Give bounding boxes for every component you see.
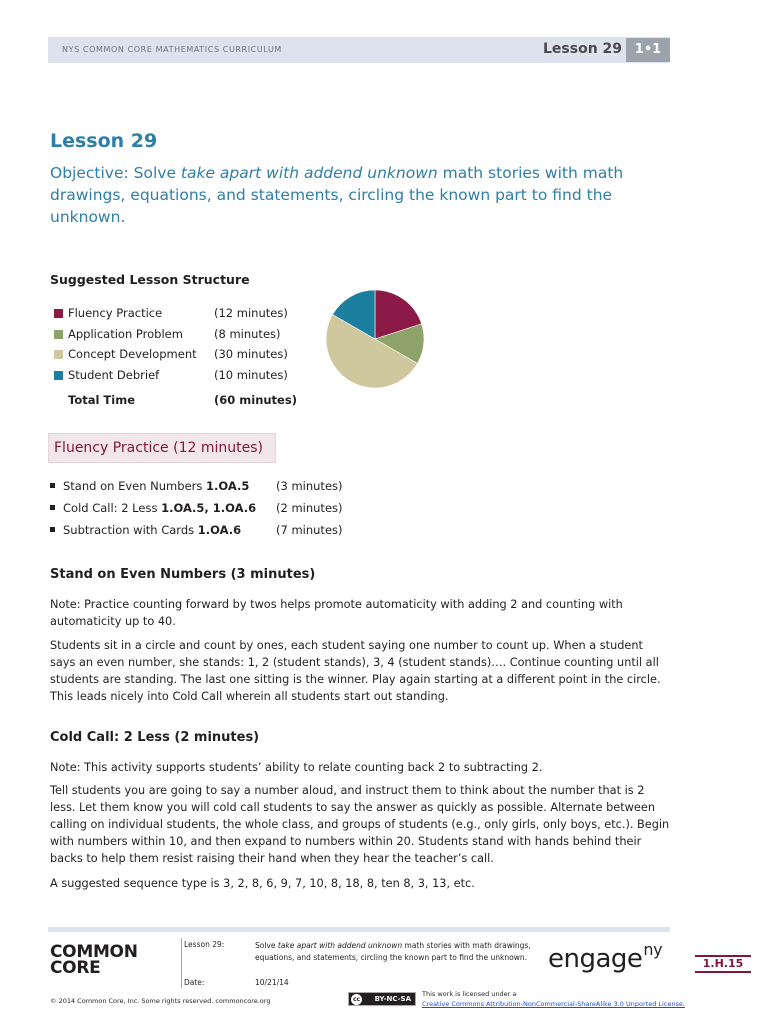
stand-heading: Stand on Even Numbers (3 minutes) [50,567,316,582]
fluency-title: Fluency Practice (12 minutes) [54,440,263,456]
fluency-item-standard: 1.OA.6 [197,523,242,537]
cold-sequence: A suggested sequence type is 3, 2, 8, 6, 9, 7, 10, 8, 18, 8, ten 8, 3, 13, etc. [50,877,475,890]
brand-sup: ny [643,940,663,959]
objective-prefix: Objective: Solve [50,164,181,182]
curriculum-title: NYS COMMON CORE MATHEMATICS CURRICULUM [62,45,282,54]
structure-name: Student Debrief [68,368,160,382]
lesson-title: Lesson 29 [50,130,158,152]
stand-note: Note: Practice counting forward by twos helps promote automaticity with adding 2 and counting with automaticity up to 40. [50,598,623,628]
bullet-icon [50,483,55,488]
structure-name: Fluency Practice [68,306,163,320]
structure-name: Application Problem [68,327,183,341]
structure-row [54,306,288,322]
fluency-item [50,523,241,537]
structure-minutes: (30 minutes) [214,347,288,361]
footer-date-label: Date: [184,978,205,987]
legend-swatch [54,350,63,359]
license-text: This work is licensed under a [422,990,517,998]
bullet-icon [50,505,55,510]
footer-divider [181,938,182,988]
objective-emphasis: take apart with addend unknown [180,164,438,182]
footer-desc-prefix: Solve [255,941,278,950]
copyright: © 2014 Common Core, Inc. Some rights reserved. commoncore.org [50,997,271,1005]
engageny-logo [548,940,662,974]
structure-minutes: (10 minutes) [214,368,288,382]
lesson-structure-pie-chart [324,288,426,390]
cold-body: Tell students you are going to say a number aloud, and instruct them to think about the number that is 2 less. Let them know you will cold call students to say the answer as quickly as possible. Alternate between calling on individual students, the whole class, and groups of students (e.g., only girls, only boys, etc.). Begin with numbers within 10, and then expand to numbers within 20. Students stand with hands behind their backs to help them resist raising their hand when they hear the teacher’s call. [50,784,670,865]
total-minutes: (60 minutes) [214,393,297,407]
footer-description [255,940,540,964]
fluency-item-text: Stand on Even Numbers [63,479,207,493]
brand-text: engage [548,944,643,974]
logo-line-2: CORE [50,958,101,978]
grade-module-badge: 1•1 [626,38,670,62]
common-core-logo [50,944,138,976]
cc-badge-text: BY-NC-SA [374,995,411,1003]
structure-minutes: (12 minutes) [214,306,288,320]
footer-desc-suffix: math stories with math drawings, equations, and statements, circling the known part to find the unknown. [255,941,531,962]
cc-license-badge[interactable] [348,992,416,1006]
fluency-item-standard: 1.OA.5, 1.OA.6 [161,501,257,515]
structure-name: Concept Development [68,347,197,361]
objective [50,162,690,228]
structure-heading: Suggested Lesson Structure [50,272,250,287]
fluency-item-minutes: (7 minutes) [276,523,343,537]
footer-desc-emphasis: take apart with addend unknown [277,941,403,950]
fluency-item-standard: 1.OA.5 [206,479,250,493]
fluency-item-minutes: (3 minutes) [276,479,343,493]
legend-swatch [54,309,63,318]
fluency-item-text: Cold Call: 2 Less [63,501,162,515]
fluency-item [50,501,256,515]
stand-body: Students sit in a circle and count by ones, each student saying one number to count up. When a student says an even number, she stands: 1, 2 (student stands), 3, 4 (student stands)…. Continue counting until all students are standing. The last one sitting is the winner. Play again starting at a different point in the circle. This leads nicely into Cold Call wherein all students start out standing. [50,639,661,703]
cold-heading: Cold Call: 2 Less (2 minutes) [50,730,260,745]
footer-date: 10/21/14 [255,978,289,987]
structure-row [54,327,281,343]
header-lesson: Lesson 29 [543,41,623,57]
license-link[interactable]: Creative Commons Attribution-NonCommercial-ShareAlike 3.0 Unported License. [422,1000,685,1008]
fluency-item [50,479,249,493]
logo-line-1: COMMON [50,942,138,962]
total-label: Total Time [68,393,135,407]
objective-suffix: math stories with math drawings, equations, and statements, circling the known part to find the unknown. [50,164,624,226]
footer-lesson-label: Lesson 29: [184,940,225,949]
legend-swatch [54,330,63,339]
cold-note: Note: This activity supports students’ ability to relate counting back 2 to subtracting 2. [50,761,543,774]
page-number: 1.H.15 [695,955,751,973]
bullet-icon [50,527,55,532]
fluency-item-text: Subtraction with Cards [63,523,198,537]
structure-row [54,347,288,363]
legend-swatch [54,371,63,380]
structure-row [54,368,288,384]
fluency-item-minutes: (2 minutes) [276,501,343,515]
cc-icon: cc [352,996,361,1003]
structure-minutes: (8 minutes) [214,327,281,341]
footer-rule [48,927,670,932]
